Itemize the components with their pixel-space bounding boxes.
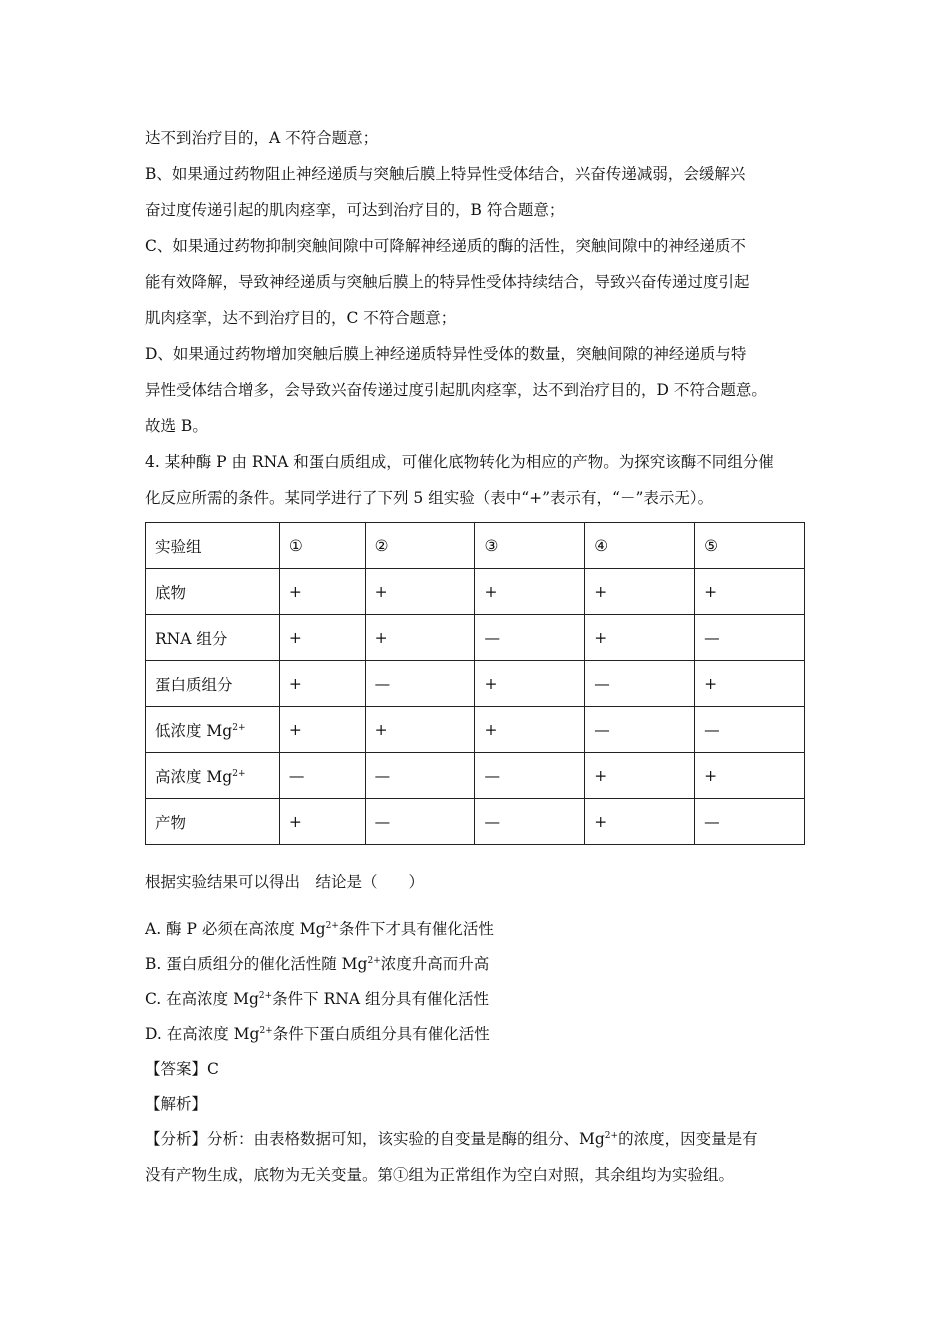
table-cell: +	[475, 661, 585, 707]
paragraph-line: D、如果通过药物增加突触后膜上神经递质特异性受体的数量，突触间隙的神经递质与特	[145, 345, 747, 363]
option-a-text-tail: 条件下才具有催化活性	[338, 920, 494, 938]
option-d-text: D. 在高浓度 Mg	[145, 1025, 260, 1043]
option-d-sup: 2+	[259, 1025, 273, 1036]
table-cell: +	[695, 661, 805, 707]
table-cell: —	[585, 707, 695, 753]
option-c-sup: 2+	[258, 990, 273, 1001]
table-cell: —	[695, 615, 805, 661]
paragraph-line: 故选 B。	[145, 417, 208, 435]
table-cell: +	[585, 615, 695, 661]
option-b	[145, 954, 489, 974]
option-c	[145, 989, 489, 1009]
row-label-text: 底物	[155, 583, 187, 602]
table-cell: —	[475, 615, 585, 661]
table-cell: +	[279, 707, 365, 753]
row-label-sup: 2+	[232, 768, 246, 779]
paragraph-line: 能有效降解，导致神经递质与突触后膜上的特异性受体持续结合，导致兴奋传递过度引起	[145, 273, 750, 291]
answer-line: 【答案】C	[145, 1060, 219, 1078]
analysis-text: 【分析】分析：由表格数据可知，该实验的自变量是酶的组分、Mg	[145, 1130, 605, 1148]
table-row	[146, 753, 805, 799]
option-a-text: A. 酶 P 必须在高浓度 Mg	[145, 920, 326, 938]
table-header-row	[146, 523, 805, 569]
table-header-cell: ③	[475, 523, 585, 569]
table-cell: +	[585, 799, 695, 845]
paragraph-line: C、如果通过药物抑制突触间隙中可降解神经递质的酶的活性，突触间隙中的神经递质不	[145, 237, 746, 255]
paragraph-line: 奋过度传递引起的肌肉痉挛，可达到治疗目的，B 符合题意；	[145, 201, 565, 219]
table-header-cell: ①	[279, 523, 365, 569]
table-cell: —	[475, 799, 585, 845]
row-label-text: 高浓度 Mg	[155, 767, 233, 786]
option-b-text: B. 蛋白质组分的催化活性随 Mg	[145, 955, 368, 973]
table-cell: —	[279, 753, 365, 799]
paragraph-line: B、如果通过药物阻止神经递质与突触后膜上特异性受体结合，兴奋传递减弱，会缓解兴	[145, 165, 746, 183]
table-cell: +	[279, 615, 365, 661]
row-label-sup: 2+	[232, 722, 246, 733]
table-cell: —	[365, 661, 475, 707]
row-label-text: RNA 组分	[155, 629, 228, 648]
analysis-line: 没有产物生成，底物为无关变量。第①组为正常组作为空白对照，其余组均为实验组。	[145, 1166, 735, 1184]
table-cell: —	[695, 799, 805, 845]
table-header-cell: ⑤	[695, 523, 805, 569]
row-label-text: 产物	[155, 813, 187, 832]
table-cell: +	[365, 707, 475, 753]
table-cell: +	[365, 569, 475, 615]
table-cell: +	[279, 799, 365, 845]
table-cell: —	[585, 661, 695, 707]
table-row	[146, 799, 805, 845]
table-cell: +	[279, 569, 365, 615]
analysis-sup: 2+	[604, 1130, 619, 1141]
table-cell: —	[695, 707, 805, 753]
table-cell: +	[475, 569, 585, 615]
question-stem: 根据实验结果可以得出 结论是（ ）	[145, 873, 425, 891]
table-header-cell: ④	[585, 523, 695, 569]
question-line: 4. 某种酶 P 由 RNA 和蛋白质组成，可催化底物转化为相应的产物。为探究该酶不同组分催	[145, 453, 774, 471]
row-label-text: 低浓度 Mg	[155, 721, 233, 740]
table-header-cell: 实验组	[146, 523, 280, 569]
table-cell: —	[475, 753, 585, 799]
table-cell: +	[365, 615, 475, 661]
table-cell: +	[279, 661, 365, 707]
table-row	[146, 707, 805, 753]
table-cell: +	[585, 569, 695, 615]
row-label	[146, 753, 280, 799]
row-label	[146, 707, 280, 753]
table-row	[146, 661, 805, 707]
table-row	[146, 615, 805, 661]
table-cell: +	[695, 569, 805, 615]
table-cell: —	[365, 799, 475, 845]
option-d-text-tail: 条件下蛋白质组分具有催化活性	[272, 1025, 490, 1043]
option-b-sup: 2+	[367, 955, 381, 966]
option-d	[145, 1024, 490, 1044]
table-row	[146, 569, 805, 615]
option-a	[145, 919, 494, 939]
question-line: 化反应所需的条件。某同学进行了下列 5 组实验（表中“+”表示有，“－”表示无）。	[145, 489, 714, 507]
table-cell: +	[475, 707, 585, 753]
option-b-text-tail: 浓度升高而升高	[380, 955, 490, 973]
table-cell: +	[585, 753, 695, 799]
row-label	[146, 661, 280, 707]
option-a-sup: 2+	[325, 920, 339, 931]
option-c-text: C. 在高浓度 Mg	[145, 990, 259, 1008]
paragraph-line: 肌肉痉挛，达不到治疗目的，C 不符合题意；	[145, 309, 457, 327]
analysis-line	[145, 1129, 758, 1149]
table-header-cell: ②	[365, 523, 475, 569]
row-label	[146, 569, 280, 615]
row-label	[146, 799, 280, 845]
analysis-text-tail: 的浓度，因变量是有	[618, 1130, 758, 1148]
paragraph-line: 异性受体结合增多，会导致兴奋传递过度引起肌肉痉挛，达不到治疗目的，D 不符合题意。	[145, 381, 767, 399]
analysis-title: 【解析】	[145, 1095, 208, 1113]
experiment-table	[145, 522, 805, 845]
paragraph-line: 达不到治疗目的，A 不符合题意；	[145, 129, 379, 147]
table-cell: +	[695, 753, 805, 799]
row-label	[146, 615, 280, 661]
table-cell: —	[365, 753, 475, 799]
option-c-text-tail: 条件下 RNA 组分具有催化活性	[272, 990, 489, 1008]
row-label-text: 蛋白质组分	[155, 675, 233, 694]
